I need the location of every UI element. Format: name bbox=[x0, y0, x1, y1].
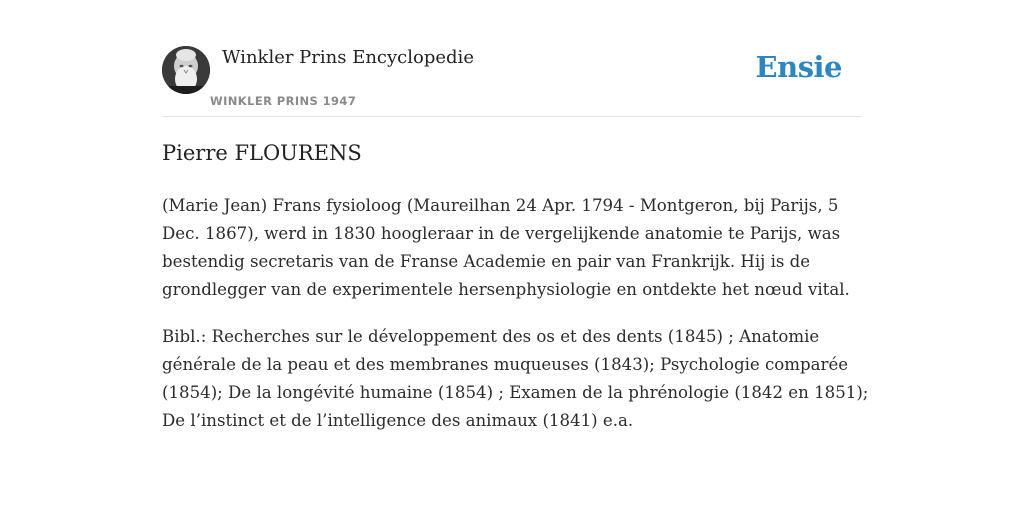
ensie-logo[interactable]: Ensie bbox=[755, 50, 842, 84]
source-avatar[interactable] bbox=[162, 46, 210, 94]
source-subtitle: WINKLER PRINS 1947 bbox=[210, 94, 357, 108]
portrait-image bbox=[162, 46, 210, 94]
source-title[interactable]: Winkler Prins Encyclopedie bbox=[222, 47, 474, 68]
source-header bbox=[162, 40, 862, 117]
article-title: Pierre FLOURENS bbox=[162, 141, 362, 165]
article-paragraph-bibliography: Bibl.: Recherches sur le développement des os et des dents (1845) ; Anatomie générale de la peau et des membranes muqueuses (1843); Psychologie comparée (1854); De la longévité humaine (1854) ; Examen de la phrénologie (1842 en 1851); De l’instinct et de l’intelligence des animaux (1841) e.a. bbox=[162, 327, 869, 430]
article-paragraph-1: (Marie Jean) Frans fysioloog (Maureilhan 24 Apr. 1794 - Montgeron, bij Parijs, 5 Dec. 1867), werd in 1830 hoogleraar in de vergelijkende anatomie te Parijs, was bestendig secretaris van de Franse Academie en pair van Frankrijk. Hij is de grondlegger van de experimentele hersenphysiologie en ontdekte het nœud vital. bbox=[162, 196, 850, 299]
